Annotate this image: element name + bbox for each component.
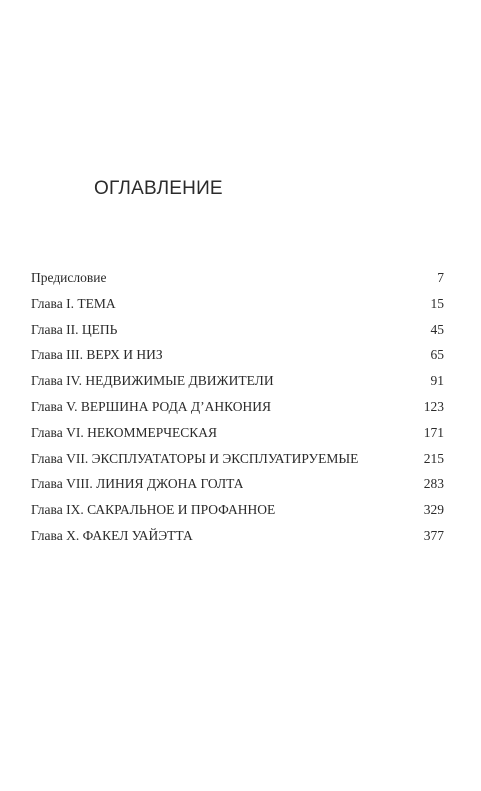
toc-entry-label: Глава V. ВЕРШИНА РОДА Д’АНКОНИЯ [31, 398, 272, 414]
toc-entry-page: 215 [423, 450, 444, 466]
toc-entry-label: Глава II. ЦЕПЬ [31, 321, 118, 337]
toc-entry-label: Глава VII. ЭКСПЛУАТАТОРЫ И ЭКСПЛУАТИРУЕМЫЕ [31, 450, 359, 466]
toc-entry-page: 171 [423, 424, 444, 440]
toc-entry [31, 394, 444, 420]
toc-entry-label: Предисловие [31, 270, 107, 285]
toc-entry-page: 7 [437, 270, 444, 285]
toc-entry-page: 45 [430, 321, 444, 337]
toc-entry-page: 15 [430, 295, 444, 311]
toc-entry [31, 497, 444, 523]
toc-entry [31, 317, 444, 343]
toc-entry-label: Глава IV. НЕДВИЖИМЫЕ ДВИЖИТЕЛИ [31, 373, 274, 389]
toc-entry-page: 377 [423, 527, 444, 543]
toc-entry-page: 123 [423, 398, 444, 414]
toc-entry-label: Глава VIII. ЛИНИЯ ДЖОНА ГОЛТА [31, 476, 244, 492]
toc-entry [31, 291, 444, 317]
toc-entry-label: Глава VI. НЕКОММЕРЧЕСКАЯ [31, 424, 218, 440]
toc-entry-label: Глава X. ФАКЕЛ УАЙЭТТА [31, 527, 193, 543]
toc-entry-label: Глава I. ТЕМА [31, 295, 116, 311]
toc-entry-label: Глава III. ВЕРХ И НИЗ [31, 347, 163, 363]
toc-entry-label: Глава IX. САКРАЛЬНОЕ И ПРОФАННОЕ [31, 502, 276, 518]
toc-entry [31, 368, 444, 394]
toc-entry [31, 471, 444, 497]
toc-entry-page: 91 [430, 373, 444, 389]
toc-entry-page: 329 [423, 502, 444, 518]
toc-entry [31, 446, 444, 472]
toc-list [31, 265, 444, 549]
toc-entry [31, 420, 444, 446]
toc-entry-page: 65 [430, 347, 444, 363]
toc-entry [31, 265, 444, 291]
toc-entry-page: 283 [423, 476, 444, 492]
toc-entry [31, 523, 444, 549]
toc-title: ОГЛАВЛЕНИЕ [94, 178, 223, 199]
toc-entry [31, 342, 444, 368]
